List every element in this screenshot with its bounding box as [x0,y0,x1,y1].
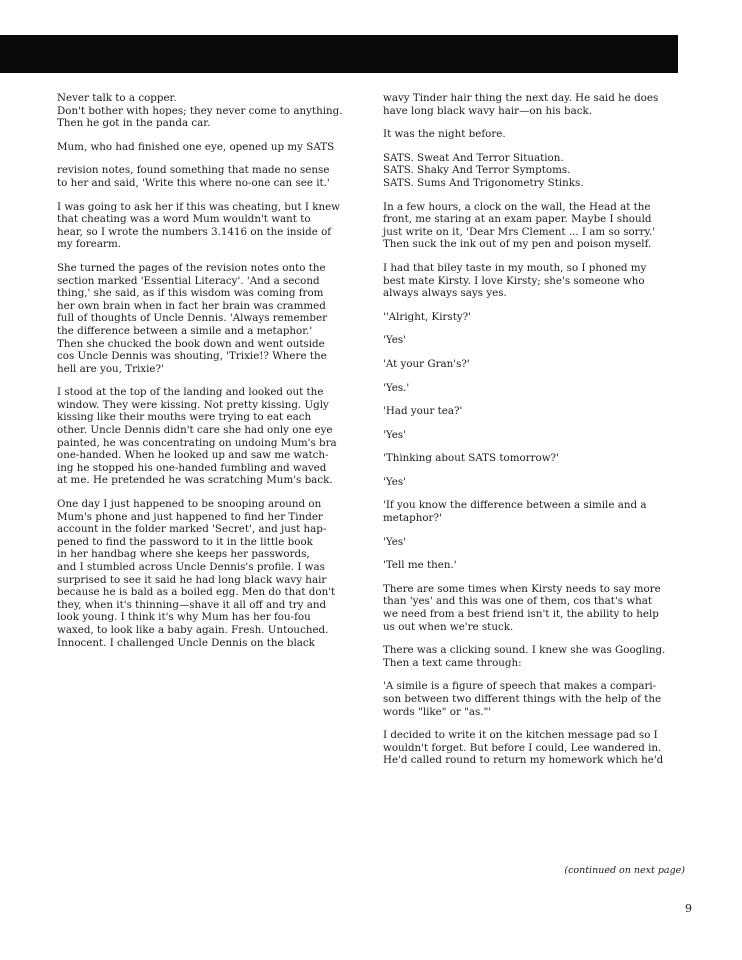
paragraph: 'Yes.' [383,381,410,394]
paragraph: In a few hours, a clock on the wall, the Head at the front, me staring at an exam paper. Maybe I should just write on it, 'Dear Mrs Clement ... I am so sorry.' Then suck the ink out of my pen and poison myself. [383,200,656,251]
text-column-left [57,92,355,660]
page-number: 9 [685,902,692,915]
paragraph: It was the night before. [383,128,506,141]
paragraph: revision notes, found something that made no sense to her and said, 'Write this where no-one can see it.' [57,164,330,189]
paragraph: SATS. Sweat And Terror Situation. SATS. Shaky And Terror Symptoms. SATS. Sums And Trigonometry Stinks. [383,151,584,189]
paragraph: 'Thinking about SATS tomorrow?' [383,452,559,465]
paragraph: 'A simile is a figure of speech that makes a compari- son between two different things with the help of the words "like" or "as."' [383,680,662,718]
paragraph: ''Alright, Kirsty?' [383,310,472,323]
paragraph: Mum, who had finished one eye, opened up my SATS [57,140,335,153]
header-bar [0,35,678,73]
paragraph: 'If you know the difference between a simile and a metaphor?' [383,499,647,525]
paragraph: 'At your Gran's?' [383,357,470,370]
paragraph: 'Yes' [383,428,406,441]
paragraph: Never talk to a copper. Don't bother with hopes; they never come to anything. Then he got in the panda car. [57,92,343,130]
paragraph: 'Tell me then.' [383,559,457,572]
paragraph: wavy Tinder hair thing the next day. He said he does have long black wavy hair—on his back. [383,92,659,117]
paragraph: She turned the pages of the revision notes onto the section marked 'Essential Literacy'. 'And a second thing,' she said, as if this wisdom was coming from her own brain when in fact her brain was crammed full of thoughts of Uncle Dennis. 'Always remember the difference between a simile and a metaphor.' Then she chucked the book down and went outside cos Uncle Dennis was shouting, 'Trixie!? Where the hell are you, Trixie?' [57,261,327,375]
paragraph: 'Yes' [383,475,406,488]
paragraph: I stood at the top of the landing and looked out the window. They were kissing. Not pretty kissing. Ugly kissing like their mouths were trying to eat each other. Uncle Dennis didn't care she had only one eye painted, he was concentrating on undoing Mum's bra one-handed. When he looked up and saw me watch- ing he stopped his one-handed fumbling and waved at me. He pretended he was scratching Mum's back. [57,386,337,487]
paragraph: I had that biley taste in my mouth, so I phoned my best mate Kirsty. I love Kirsty; she's someone who always always says yes. [383,261,647,300]
paragraph: I decided to write it on the kitchen message pad so I wouldn't forget. But before I could, Lee wandered in. He'd called round to return my homework which he'd [383,729,664,767]
paragraph: One day I just happened to be snooping around on Mum's phone and just happened to find her Tinder account in the folder marked 'Secret', and just hap- pened to find the password to it in the little book in her handbag where she keeps her passwords, and I stumbled across Uncle Dennis's profile. I was surprised to see it said he had long black wavy hair because he is bald as a boiled egg. Men do that don't they, when it's thinning—shave it all off and try and look young. I think it's why Mum has her fou-fou waxed, to look like a baby again. Fresh. Untouched. Innocent. I challenged Uncle Dennis on the black [57,498,336,649]
paragraph: 'Yes' [383,535,406,548]
paragraph: There was a clicking sound. I knew she was Googling. Then a text came through: [383,644,666,669]
continued-note: (continued on next page) [564,865,685,876]
text-column-right [383,92,685,778]
paragraph: 'Yes' [383,334,406,347]
paragraph: 'Had your tea?' [383,405,463,418]
paragraph: I was going to ask her if this was cheating, but I knew that cheating was a word Mum wouldn't want to hear, so I wrote the numbers 3.1416 on the inside of my forearm. [57,200,340,251]
paragraph: There are some times when Kirsty needs to say more than 'yes' and this was one of them, cos that's what we need from a best friend isn't it, the ability to help us out when we're stuck. [383,582,661,633]
